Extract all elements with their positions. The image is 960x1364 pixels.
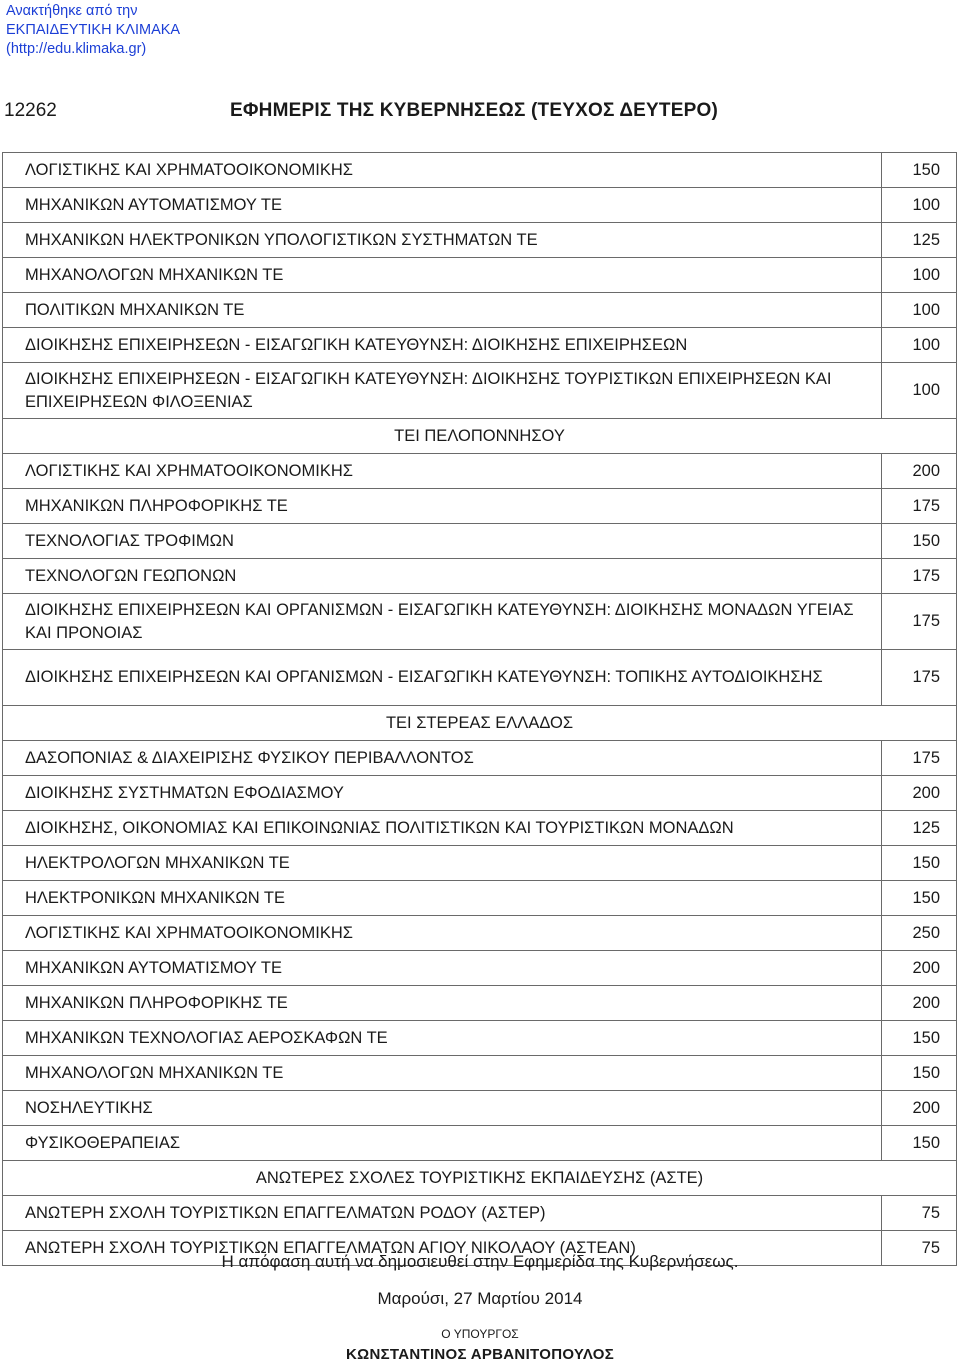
publication-note: Η απόφαση αυτή να δημοσιευθεί στην Εφημερίδα της Κυβερνήσεως. — [221, 1252, 739, 1271]
table-row — [3, 916, 957, 951]
quota-value: 150 — [882, 153, 957, 188]
department-name: ΜΗΧΑΝΙΚΩΝ ΤΕΧΝΟΛΟΓΙΑΣ ΑΕΡΟΣΚΑΦΩΝ ΤΕ — [3, 1021, 882, 1056]
table-row — [3, 951, 957, 986]
department-name: ΤΕΧΝΟΛΟΓΩΝ ΓΕΩΠΟΝΩΝ — [3, 559, 882, 594]
table-row — [3, 363, 957, 419]
source-note — [6, 2, 180, 59]
place-date: Μαρούσι, 27 Μαρτίου 2014 — [377, 1289, 583, 1308]
quota-value: 100 — [882, 293, 957, 328]
table-row — [3, 188, 957, 223]
quota-value: 150 — [882, 1021, 957, 1056]
quota-value: 100 — [882, 363, 957, 419]
table-row — [3, 1196, 957, 1231]
page-number: 12262 — [4, 100, 57, 121]
quota-value: 100 — [882, 258, 957, 293]
quota-value: 150 — [882, 1126, 957, 1161]
section-title: ΤΕΙ ΣΤΕΡΕΑΣ ΕΛΛΑΔΟΣ — [3, 706, 957, 741]
quota-value: 200 — [882, 1091, 957, 1126]
department-name: ΜΗΧΑΝΙΚΩΝ ΗΛΕΚΤΡΟΝΙΚΩΝ ΥΠΟΛΟΓΙΣΤΙΚΩΝ ΣΥΣΤΗΜΑΤΩΝ ΤΕ — [3, 223, 882, 258]
table-row — [3, 258, 957, 293]
quota-value: 200 — [882, 951, 957, 986]
department-name: ΔΙΟΙΚΗΣΗΣ ΕΠΙΧΕΙΡΗΣΕΩΝ ΚΑΙ ΟΡΓΑΝΙΣΜΩΝ ‑ ΕΙΣΑΓΩΓΙΚΗ ΚΑΤΕΥΘΥΝΣΗ: ΔΙΟΙΚΗΣΗΣ ΜΟΝΑΔΩΝ ΥΓΕΙΑΣ ΚΑΙ ΠΡΟΝΟΙΑΣ — [3, 594, 882, 650]
department-name: ΛΟΓΙΣΤΙΚΗΣ ΚΑΙ ΧΡΗΜΑΤΟΟΙΚΟΝΟΜΙΚΗΣ — [3, 916, 882, 951]
quota-value: 200 — [882, 986, 957, 1021]
signatory-name: ΚΩΝΣΤΑΝΤΙΝΟΣ ΑΡΒΑΝΙΤΟΠΟΥΛΟΣ — [345, 1346, 614, 1363]
section-header-row — [3, 706, 957, 741]
department-name: ΜΗΧΑΝΙΚΩΝ ΠΛΗΡΟΦΟΡΙΚΗΣ ΤΕ — [3, 489, 882, 524]
quota-value: 100 — [882, 328, 957, 363]
quota-value: 125 — [882, 223, 957, 258]
section-header-row — [3, 419, 957, 454]
section-header-row — [3, 1161, 957, 1196]
quota-value: 150 — [882, 881, 957, 916]
department-name: ΜΗΧΑΝΙΚΩΝ ΠΛΗΡΟΦΟΡΙΚΗΣ ΤΕ — [3, 986, 882, 1021]
department-name: ΗΛΕΚΤΡΟΝΙΚΩΝ ΜΗΧΑΝΙΚΩΝ ΤΕ — [3, 881, 882, 916]
table-row — [3, 1091, 957, 1126]
quota-table — [2, 152, 957, 1266]
section-title: ΑΝΩΤΕΡΕΣ ΣΧΟΛΕΣ ΤΟΥΡΙΣΤΙΚΗΣ ΕΚΠΑΙΔΕΥΣΗΣ (ΑΣΤΕ) — [3, 1161, 957, 1196]
table-row — [3, 559, 957, 594]
table-row — [3, 986, 957, 1021]
quota-value: 175 — [882, 594, 957, 650]
department-name: ΑΝΩΤΕΡΗ ΣΧΟΛΗ ΤΟΥΡΙΣΤΙΚΩΝ ΕΠΑΓΓΕΛΜΑΤΩΝ ΡΟΔΟΥ (ΑΣΤΕΡ) — [3, 1196, 882, 1231]
table-row — [3, 1126, 957, 1161]
quota-value: 150 — [882, 524, 957, 559]
department-name: ΜΗΧΑΝΟΛΟΓΩΝ ΜΗΧΑΝΙΚΩΝ ΤΕ — [3, 1056, 882, 1091]
department-name: ΔΙΟΙΚΗΣΗΣ ΣΥΣΤΗΜΑΤΩΝ ΕΦΟΔΙΑΣΜΟΥ — [3, 776, 882, 811]
table-row — [3, 881, 957, 916]
quota-value: 175 — [882, 489, 957, 524]
source-line-1[interactable]: Ανακτήθηκε από την — [6, 3, 138, 19]
quota-value: 100 — [882, 188, 957, 223]
quota-value: 175 — [882, 650, 957, 706]
quota-value: 75 — [882, 1196, 957, 1231]
quota-value: 200 — [882, 776, 957, 811]
table-row — [3, 776, 957, 811]
table-row — [3, 489, 957, 524]
department-name: ΦΥΣΙΚΟΘΕΡΑΠΕΙΑΣ — [3, 1126, 882, 1161]
department-name: ΔΙΟΙΚΗΣΗΣ ΕΠΙΧΕΙΡΗΣΕΩΝ ‑ ΕΙΣΑΓΩΓΙΚΗ ΚΑΤΕΥΘΥΝΣΗ: ΔΙΟΙΚΗΣΗΣ ΤΟΥΡΙΣΤΙΚΩΝ ΕΠΙΧΕΙΡΗΣΕΩΝ ΚΑΙ ΕΠΙΧΕΙΡΗΣΕΩΝ ΦΙΛΟΞΕΝΙΑΣ — [3, 363, 882, 419]
department-name: ΔΙΟΙΚΗΣΗΣ, ΟΙΚΟΝΟΜΙΑΣ ΚΑΙ ΕΠΙΚΟΙΝΩΝΙΑΣ ΠΟΛΙΤΙΣΤΙΚΩΝ ΚΑΙ ΤΟΥΡΙΣΤΙΚΩΝ ΜΟΝΑΔΩΝ — [3, 811, 882, 846]
quota-value: 150 — [882, 1056, 957, 1091]
page-header — [0, 100, 960, 128]
department-name: ΛΟΓΙΣΤΙΚΗΣ ΚΑΙ ΧΡΗΜΑΤΟΟΙΚΟΝΟΜΙΚΗΣ — [3, 153, 882, 188]
department-name: ΔΙΟΙΚΗΣΗΣ ΕΠΙΧΕΙΡΗΣΕΩΝ ΚΑΙ ΟΡΓΑΝΙΣΜΩΝ ‑ ΕΙΣΑΓΩΓΙΚΗ ΚΑΤΕΥΘΥΝΣΗ: ΤΟΠΙΚΗΣ ΑΥΤΟΔΙΟΙΚΗΣΗΣ — [3, 650, 882, 706]
source-line-2[interactable]: ΕΚΠΑΙΔΕΥΤΙΚΗ ΚΛΙΜΑΚΑ — [6, 22, 181, 38]
department-name: ΤΕΧΝΟΛΟΓΙΑΣ ΤΡΟΦΙΜΩΝ — [3, 524, 882, 559]
quota-value: 150 — [882, 846, 957, 881]
department-name: ΔΑΣΟΠΟΝΙΑΣ & ΔΙΑΧΕΙΡΙΣΗΣ ΦΥΣΙΚΟΥ ΠΕΡΙΒΑΛΛΟΝΤΟΣ — [3, 741, 882, 776]
table-row — [3, 741, 957, 776]
department-name: ΛΟΓΙΣΤΙΚΗΣ ΚΑΙ ΧΡΗΜΑΤΟΟΙΚΟΝΟΜΙΚΗΣ — [3, 454, 882, 489]
department-name: ΜΗΧΑΝΟΛΟΓΩΝ ΜΗΧΑΝΙΚΩΝ ΤΕ — [3, 258, 882, 293]
department-name: ΜΗΧΑΝΙΚΩΝ ΑΥΤΟΜΑΤΙΣΜΟΥ ΤΕ — [3, 188, 882, 223]
table-row — [3, 811, 957, 846]
table-row — [3, 153, 957, 188]
department-name: ΗΛΕΚΤΡΟΛΟΓΩΝ ΜΗΧΑΝΙΚΩΝ ΤΕ — [3, 846, 882, 881]
quota-value: 175 — [882, 559, 957, 594]
source-url[interactable]: (http://edu.klimaka.gr) — [6, 41, 147, 57]
table-row — [3, 223, 957, 258]
quota-value: 250 — [882, 916, 957, 951]
table-row — [3, 846, 957, 881]
department-name: ΜΗΧΑΝΙΚΩΝ ΑΥΤΟΜΑΤΙΣΜΟΥ ΤΕ — [3, 951, 882, 986]
department-name: ΝΟΣΗΛΕΥΤΙΚΗΣ — [3, 1091, 882, 1126]
table-row — [3, 524, 957, 559]
department-name: ΔΙΟΙΚΗΣΗΣ ΕΠΙΧΕΙΡΗΣΕΩΝ ‑ ΕΙΣΑΓΩΓΙΚΗ ΚΑΤΕΥΘΥΝΣΗ: ΔΙΟΙΚΗΣΗΣ ΕΠΙΧΕΙΡΗΣΕΩΝ — [3, 328, 882, 363]
quota-value: 125 — [882, 811, 957, 846]
table-row — [3, 1021, 957, 1056]
quota-value: 200 — [882, 454, 957, 489]
table-row — [3, 650, 957, 706]
quota-value: 75 — [882, 1231, 957, 1266]
table-row — [3, 293, 957, 328]
table-row — [3, 594, 957, 650]
signatory-role: Ο ΥΠΟΥΡΓΟΣ — [441, 1327, 519, 1341]
table-row — [3, 1056, 957, 1091]
department-name: ΠΟΛΙΤΙΚΩΝ ΜΗΧΑΝΙΚΩΝ ΤΕ — [3, 293, 882, 328]
table-row — [3, 454, 957, 489]
gazette-title: ΕΦΗΜΕΡΙΣ ΤΗΣ ΚΥΒΕΡΝΗΣΕΩΣ (ΤΕΥΧΟΣ ΔΕΥΤΕΡΟ) — [230, 100, 718, 121]
department-name: ΑΝΩΤΕΡΗ ΣΧΟΛΗ ΤΟΥΡΙΣΤΙΚΩΝ ΕΠΑΓΓΕΛΜΑΤΩΝ ΑΓΙΟΥ ΝΙΚΟΛΑΟΥ (ΑΣΤΕΑΝ) — [3, 1231, 882, 1266]
table-row — [3, 328, 957, 363]
quota-value: 175 — [882, 741, 957, 776]
section-title: ΤΕΙ ΠΕΛΟΠΟΝΝΗΣΟΥ — [3, 419, 957, 454]
